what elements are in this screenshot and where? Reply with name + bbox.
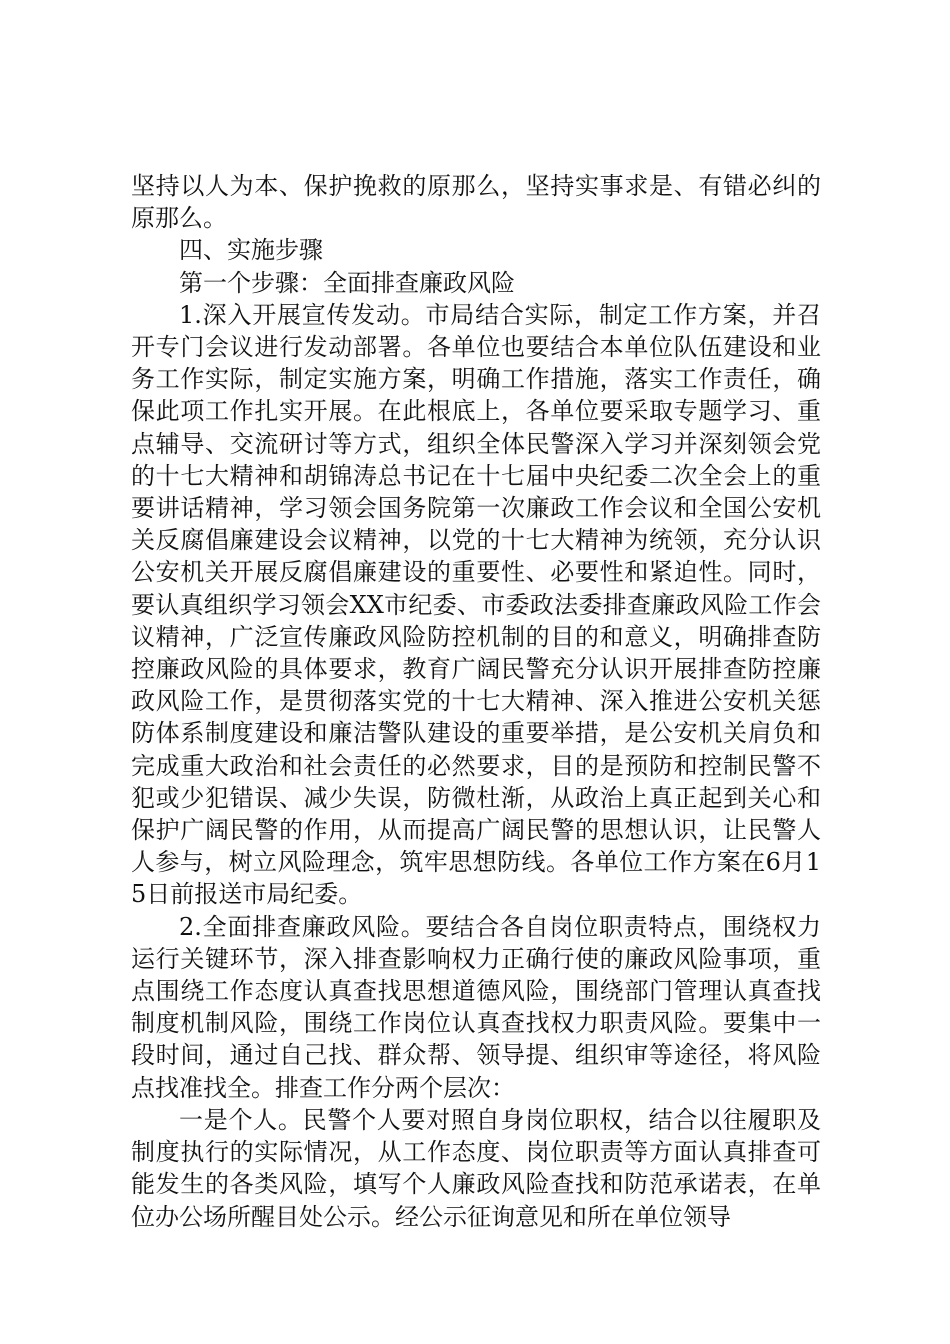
paragraph-risk-investigation: 2.全面排查廉政风险。要结合各自岗位职责特点，围绕权力运行关键环节，深入排查影响权力正确行使的廉政风险事项，重点围绕工作态度认真查找思想道德风险，围绕部门管理认真查找制度机制风险，围绕工作岗位认真查找权力职责风险。要集中一段时间，通过自己找、群众帮、领导提、组织审等途径，将风险点找准找全。排查工作分两个层次：: [131, 912, 821, 1102]
paragraph-publicity-mobilization: 1.深入开展宣传发动。市局结合实际，制定工作方案，并召开专门会议进行发动部署。各单位也要结合本单位队伍建设和业务工作实际，制定实施方案，明确工作措施，落实工作责任，确保此项工作扎实开展。在此根底上，各单位要采取专题学习、重点辅导、交流研讨等方式，组织全体民警深入学习并深刻领会党的十七大精神和胡锦涛总书记在十七届中央纪委二次全会上的重要讲话精神，学习领会国务院第一次廉政工作会议和全国公安机关反腐倡廉建设会议精神，以党的十七大精神为统领，充分认识公安机关开展反腐倡廉建设的重要性、必要性和紧迫性。同时，要认真组织学习领会XX市纪委、市委政法委排查廉政风险工作会议精神，广泛宣传廉政风险防控机制的目的和意义，明确排查防控廉政风险的具体要求，教育广阔民警充分认识开展排查防控廉政风险工作，是贯彻落实党的十七大精神、深入推进公安机关惩防体系制度建设和廉洁警队建设的重要举措，是公安机关肩负和完成重大政治和社会责任的必然要求，目的是预防和控制民警不犯或少犯错误、减少失误，防微杜渐，从政治上真正起到关心和保护广阔民警的作用，从而提高广阔民警的思想认识，让民警人人参与，树立风险理念，筑牢思想防线。各单位工作方案在6月15日前报送市局纪委。: [131, 300, 821, 909]
paragraph-principles: 坚持以人为本、保护挽救的原那么，坚持实事求是、有错必纠的原那么。: [131, 172, 821, 233]
paragraph-individual-level: 一是个人。民警个人要对照自身岗位职权，结合以往履职及制度执行的实际情况，从工作态度、岗位职责等方面认真排查可能发生的各类风险，填写个人廉政风险查找和防范承诺表，在单位办公场所醒目处公示。经公示征询意见和所在单位领导: [131, 1105, 821, 1231]
section-heading-implementation-steps: 四、实施步骤: [179, 236, 323, 265]
step-heading-first: 第一个步骤：全面排查廉政风险: [179, 268, 515, 297]
document-body: [131, 170, 821, 1233]
